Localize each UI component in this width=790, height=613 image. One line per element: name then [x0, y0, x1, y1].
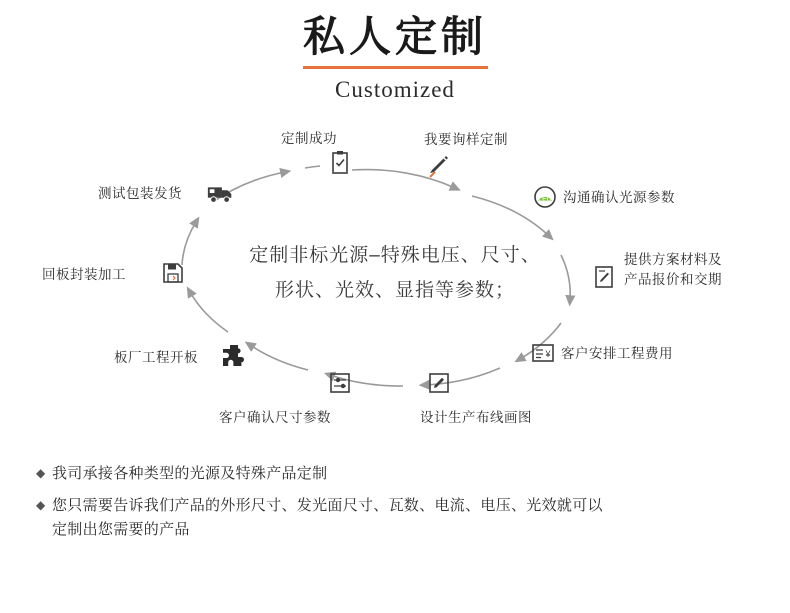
led-chip-icon — [530, 182, 560, 212]
puzzle-piece-icon — [219, 341, 249, 371]
node-label-inquiry: 我要询样定制 — [424, 132, 508, 147]
center-text-line2: 形状、光效、显指等参数； — [274, 280, 515, 302]
bullet-marker: ◆ — [36, 498, 46, 513]
node-label-engineering-fee: 客户安排工程费用 — [561, 346, 673, 361]
settings-sliders-icon — [325, 368, 355, 398]
node-label-size-confirm: 客户确认尺寸参数 — [219, 410, 331, 425]
list-item — [36, 462, 736, 485]
center-text-line1: 定制非标光源–特殊电压、尺寸、 — [249, 245, 541, 266]
clipboard-check-icon — [325, 148, 355, 178]
node-label-confirm-params: 沟通确认光源参数 — [563, 190, 675, 205]
delivery-truck-icon — [206, 178, 236, 208]
note-text-2 — [52, 494, 603, 541]
title-underline — [303, 66, 488, 69]
list-item — [36, 494, 736, 541]
note-text-2-line1: 您只需要告诉我们产品的外形尺寸、发光面尺寸、瓦数、电流、电压、光效就可以 — [52, 497, 603, 515]
notes-list — [36, 462, 736, 550]
document-edit-icon — [589, 262, 619, 292]
process-cycle-diagram — [0, 110, 790, 440]
save-chip-icon — [158, 258, 188, 288]
cycle-center-text — [212, 238, 578, 308]
note-text-2-line2: 定制出您需要的产品 — [52, 520, 190, 538]
note-text-1: 我司承接各种类型的光源及特殊产品定制 — [52, 465, 328, 482]
node-label-board-open: 板厂工程开板 — [114, 350, 198, 365]
svg-text:¥: ¥ — [545, 349, 551, 359]
node-label-layout-drawing: 设计生产布线画图 — [420, 410, 532, 425]
pencil-draw-icon — [424, 368, 454, 398]
page-header — [0, 14, 790, 103]
node-label-success: 定制成功 — [281, 131, 337, 146]
node-label-proposal-line1: 提供方案材料及 — [624, 252, 722, 267]
node-label-proposal-line2: 产品报价和交期 — [624, 271, 722, 287]
price-list-icon — [528, 338, 558, 368]
page-title-cn: 私人定制 — [302, 15, 487, 61]
node-label-packaging: 回板封装加工 — [42, 267, 126, 282]
page-title-en: Customized — [335, 76, 455, 102]
node-label-proposal — [624, 250, 754, 289]
bullet-marker: ◆ — [36, 466, 46, 480]
node-label-test-ship: 测试包装发货 — [98, 186, 182, 201]
pen-write-icon — [424, 150, 454, 180]
svg-text:LED: LED — [538, 196, 552, 203]
